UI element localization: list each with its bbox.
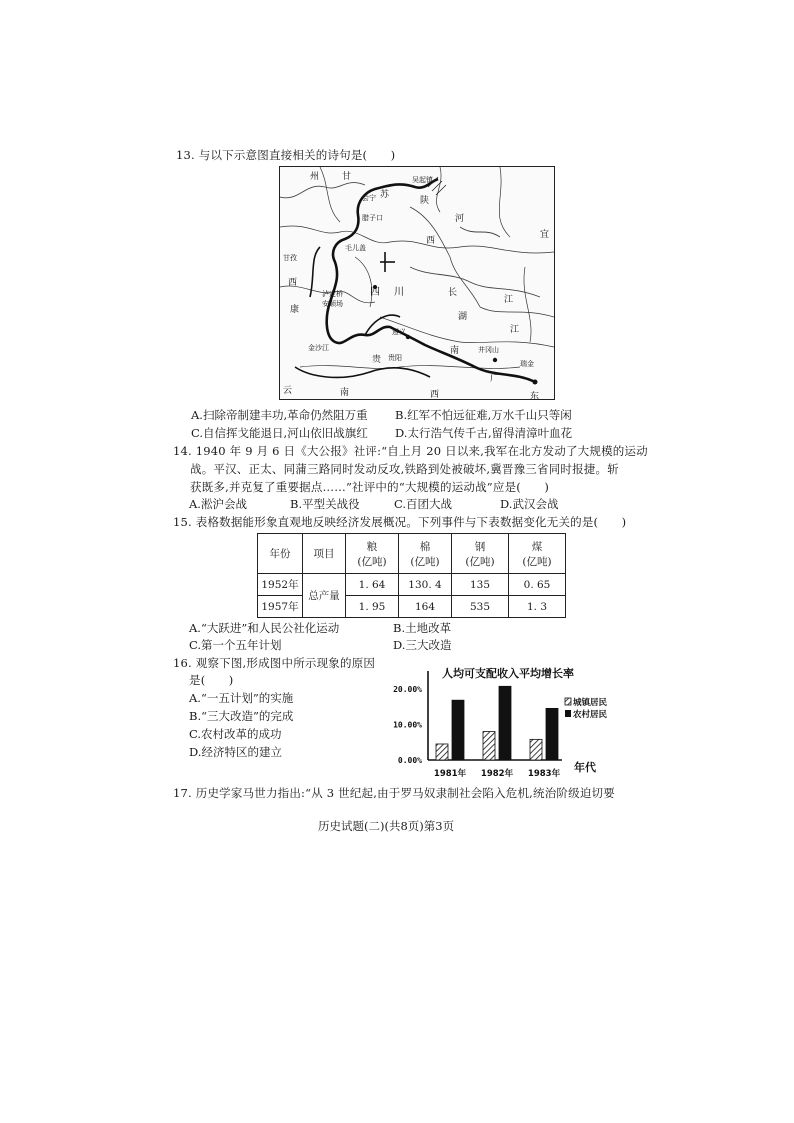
map-label-hu: 湖: [458, 312, 468, 322]
q15-option-a[interactable]: A.“大跃进”和人民公社化运动: [189, 621, 340, 635]
page-footer: 历史试题(二)(共8页)第3页: [318, 819, 455, 833]
map-label-ganzi: 甘孜: [283, 254, 297, 262]
route-map: [279, 166, 555, 400]
q13-option-b[interactable]: B.红军不怕远征难,万水千山只等闲: [395, 408, 572, 422]
q14-option-c[interactable]: C.百团大战: [394, 497, 453, 511]
map-label-he-top: 河: [455, 214, 465, 224]
map-label-anshunchang: 安顺场: [322, 300, 343, 308]
map-label-xi-left: 西: [288, 278, 298, 288]
table-header-grain: 粮 (亿吨): [346, 534, 399, 574]
q14-option-b[interactable]: B.平型关战役: [290, 497, 360, 511]
map-label-su: 苏: [380, 190, 390, 200]
map-label-zunyi: 遵义: [392, 328, 406, 336]
map-label-yun: 云: [283, 386, 293, 396]
map-label-nan-bottom: 南: [340, 388, 350, 398]
legend-swatch-rural: [565, 710, 571, 717]
q16-option-b[interactable]: B.“三大改造”的完成: [189, 709, 294, 723]
x-axis-label: 年代: [574, 761, 596, 774]
bar-rural: [452, 700, 464, 760]
table-header-steel: 钢 (亿吨): [452, 534, 509, 574]
map-label-kang: 康: [290, 305, 300, 315]
y-tick-label: 10.00%: [393, 720, 422, 730]
table-cell-year: 1952年: [258, 574, 303, 596]
q13-stem: 13. 与以下示意图直接相关的诗句是( ): [176, 148, 396, 162]
table-header-coal: 煤 (亿吨): [509, 534, 566, 574]
table-cell: 1. 3: [509, 596, 566, 618]
production-table: [257, 533, 566, 618]
table-header-cotton: 棉 (亿吨): [399, 534, 452, 574]
q15-option-c[interactable]: C.第一个五年计划: [189, 638, 282, 652]
legend-label-urban: 城镇居民: [573, 698, 608, 708]
q15-stem: 15. 表格数据能形象直观地反映经济发展概况。下列事件与下表数据变化无关的是( ): [173, 515, 627, 529]
table-cell: 135: [452, 574, 509, 596]
legend-swatch-urban: [565, 698, 571, 705]
q14-option-a[interactable]: A.淞沪会战: [189, 497, 247, 511]
map-label-gui: 贵: [372, 355, 382, 365]
q16-option-d[interactable]: D.经济特区的建立: [189, 745, 282, 759]
map-label-jinsha: 金沙江: [308, 344, 329, 352]
q14-option-d[interactable]: D.武汉会战: [500, 497, 559, 511]
q15-option-d[interactable]: D.三大改造: [393, 638, 452, 652]
map-label-luding: 泸定桥: [322, 290, 343, 298]
map-label-si: 四: [370, 287, 380, 298]
x-tick-label: 1981年: [433, 769, 467, 779]
y-tick-label: 0.00%: [397, 756, 422, 765]
map-label-wuqizhen: 吴起镇: [412, 176, 433, 184]
q17-line1: 17. 历史学家马世力指出:“从 3 世纪起,由于罗马奴隶制社会陷入危机,统治阶级迫切要: [173, 786, 615, 800]
table-cell: 164: [399, 596, 452, 618]
table-header-year: 年份: [258, 534, 303, 574]
table-cell: 130. 4: [399, 574, 452, 596]
table-cell-item: 总产量: [303, 574, 346, 618]
bar-urban: [483, 732, 495, 760]
q16-option-c[interactable]: C.农村改革的成功: [189, 727, 282, 741]
map-label-jinggangshan: 井冈山: [478, 346, 499, 354]
chart-title: 人均可支配收入平均增长率: [442, 667, 574, 680]
q13-option-a[interactable]: A.扫除帝制建丰功,革命仍然阻万重: [191, 408, 368, 422]
map-label-chuan: 川: [394, 287, 404, 298]
q13-option-d[interactable]: D.太行浩气传千古,留得清漳叶血花: [395, 426, 573, 440]
map-label-lazikou: 腊子口: [362, 214, 383, 222]
map-label-yi: 宜: [540, 230, 550, 240]
table-cell: 1. 95: [346, 596, 399, 618]
map-label-guang: 广: [490, 374, 500, 384]
table-cell: 0. 65: [509, 574, 566, 596]
bar-rural: [546, 708, 558, 760]
q16-line2: 是( ): [189, 673, 234, 687]
map-label-xi-top: 西: [426, 236, 436, 246]
map-label-jiang2: 江: [510, 325, 520, 335]
q14-line3: 获既多,并克复了重要据点……”社评中的“大规模的运动战”应是( ): [190, 480, 550, 494]
bar-urban: [530, 739, 542, 760]
map-label-jiang1: 江: [504, 295, 514, 305]
map-label-guiyang: 贵阳: [388, 354, 402, 362]
map-label-dong: 东: [530, 392, 540, 400]
table-row: [258, 574, 566, 596]
income-growth-chart: [360, 663, 625, 783]
y-tick-label: 20.00%: [393, 684, 422, 694]
x-tick-label: 1982年: [480, 769, 514, 779]
map-label-hekou: 会宁: [362, 194, 376, 202]
bar-urban: [436, 744, 448, 760]
map-label-xi-bottom: 西: [430, 390, 440, 400]
map-label-chang: 长: [448, 288, 458, 298]
q16-line1: 16. 观察下图,形成图中所示现象的原因: [173, 656, 376, 670]
q14-line1: 14. 1940 年 9 月 6 日《大公报》社评:“自上月 20 日以来,我军在北方发动了大规模的运动: [173, 444, 648, 458]
table-header-item: 项目: [303, 534, 346, 574]
legend-label-rural: 农村居民: [573, 710, 608, 720]
map-label-gan: 甘: [342, 172, 352, 182]
map-label-shaan: 陕: [420, 196, 430, 206]
q13-option-c[interactable]: C.自信挥戈能退日,河山依旧战旗红: [191, 426, 368, 440]
bar-rural: [499, 686, 511, 760]
q14-line2: 战。平汉、正太、同蒲三路同时发动反攻,铁路到处被破坏,冀晋豫三省同时报捷。斩: [190, 462, 619, 476]
map-label-zhou: 州: [310, 172, 320, 182]
table-cell: 1. 64: [346, 574, 399, 596]
table-cell-year: 1957年: [258, 596, 303, 618]
q15-option-b[interactable]: B.土地改革: [393, 621, 452, 635]
map-label-ruijin: 瑞金: [520, 360, 534, 368]
table-cell: 535: [452, 596, 509, 618]
map-label-maoergai: 毛儿盖: [345, 244, 366, 252]
q16-option-a[interactable]: A.“一五计划”的实施: [189, 691, 294, 705]
map-lines: [280, 167, 554, 399]
x-tick-label: 1983年: [527, 769, 561, 779]
map-label-nan-mid: 南: [450, 346, 460, 356]
